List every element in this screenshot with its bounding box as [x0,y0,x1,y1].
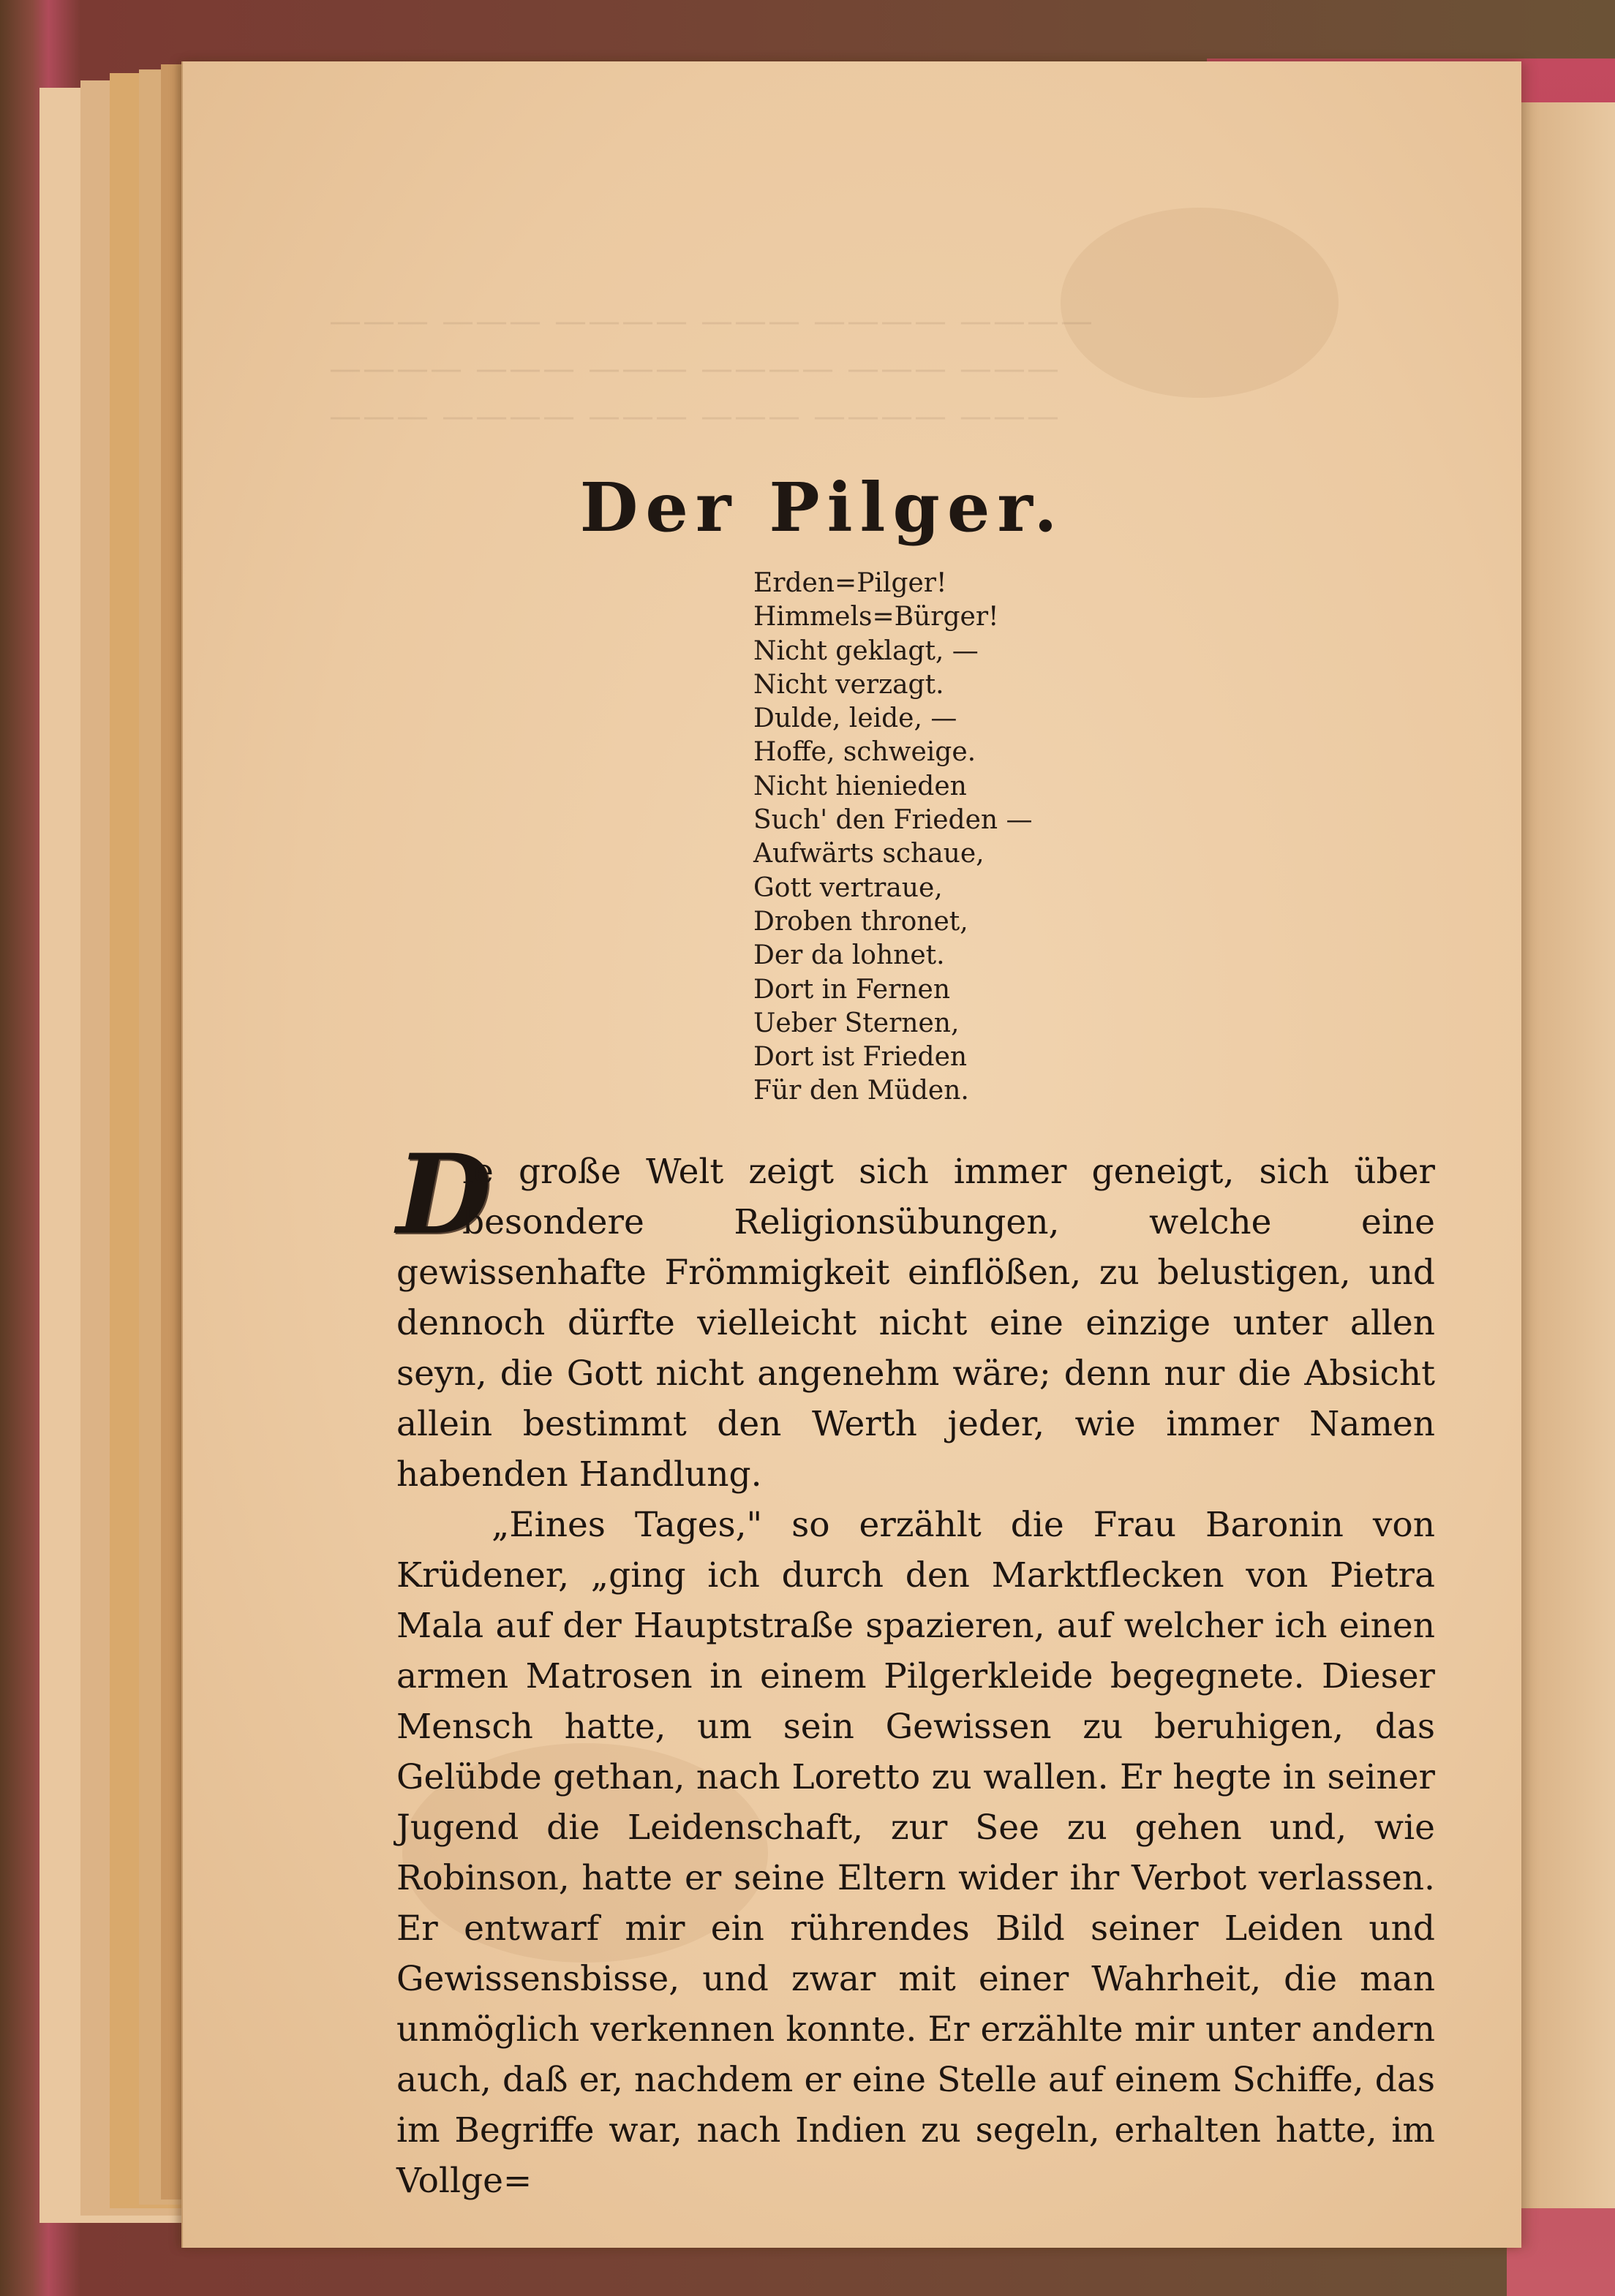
poem-line: Nicht verzagt. [753,669,944,700]
bleed-through: ——— ———— ——— ——— ———— ——— [329,398,1061,435]
poem [753,567,1090,1109]
poem-line: Himmels=Bürger! [753,602,999,632]
poem-line: Ueber Sternen, [753,1008,960,1038]
bleed-through: ——— ——— ———— ——— ———— ———— [329,303,1094,340]
bleed-through: ———— ——— ——— ———— ——— ——— [329,350,1061,388]
poem-line: Aufwärts schaue, [753,839,985,869]
paragraph-1 [396,1130,1435,1500]
paper-stain [1061,208,1339,398]
poem-line: Dort in Fernen [753,974,950,1005]
drop-cap: D [396,1130,492,1259]
poem-line: Such' den Frieden — [753,805,1033,836]
right-page-edges [1507,102,1615,2208]
poem-line: Dulde, leide, — [753,703,957,734]
poem-line: Erden=Pilger! [753,568,947,598]
body-text [396,1130,1435,2206]
page-title: Der Pilger. [579,468,1065,547]
poem-line: Droben thronet, [753,906,968,937]
poem-line: Dort ist Frieden [753,1042,968,1073]
poem-line: Nicht geklagt, — [753,635,979,666]
poem-line: Hoffe, schweige. [753,737,976,768]
poem-line: Nicht hienieden [753,771,967,801]
paragraph-2: „Eines Tages," so erzählt die Frau Baronin von Krüdener, „ging ich durch den Marktflecken von Pietra Mala auf der Hauptstraße spazieren, auf welcher ich einen armen Matrosen in einem Pilgerkleide begegnete. Dieser Mensch hatte, um sein Gewissen zu beruhigen, das Gelübde gethan, nach Loretto zu wallen. Er hegte in seiner Jugend die Leidenschaft, zur See zu gehen und, wie Robinson, hatte er seine Eltern wider ihr Verbot verlassen. Er entwarf mir ein rührendes Bild seiner Leiden und Gewissensbisse, und zwar mit einer Wahrheit, die man unmöglich verkennen konnte. Er erzählte mir unter andern auch, daß er, nachdem er eine Stelle auf einem Schiffe, das im Begriffe war, nach Indien zu segeln, erhalten hatte, im Vollge= [396,1505,1435,2201]
poem-line: Der da lohnet. [753,940,945,971]
poem-line: Für den Müden. [753,1076,969,1106]
paragraph-1-text: ie große Welt zeigt sich immer geneigt, sich über besondere Religionsübungen, welche eine gewissenhafte Frömmigkeit einflößen, zu belustigen, und dennoch dürfte vielleicht nicht eine einzige unter allen seyn, die Gott nicht angenehm wäre; denn nur die Absicht allein bestimmt den Werth jeder, wie immer Namen habenden Handlung. [396,1152,1435,1495]
poem-line: Gott vertraue, [753,872,943,903]
